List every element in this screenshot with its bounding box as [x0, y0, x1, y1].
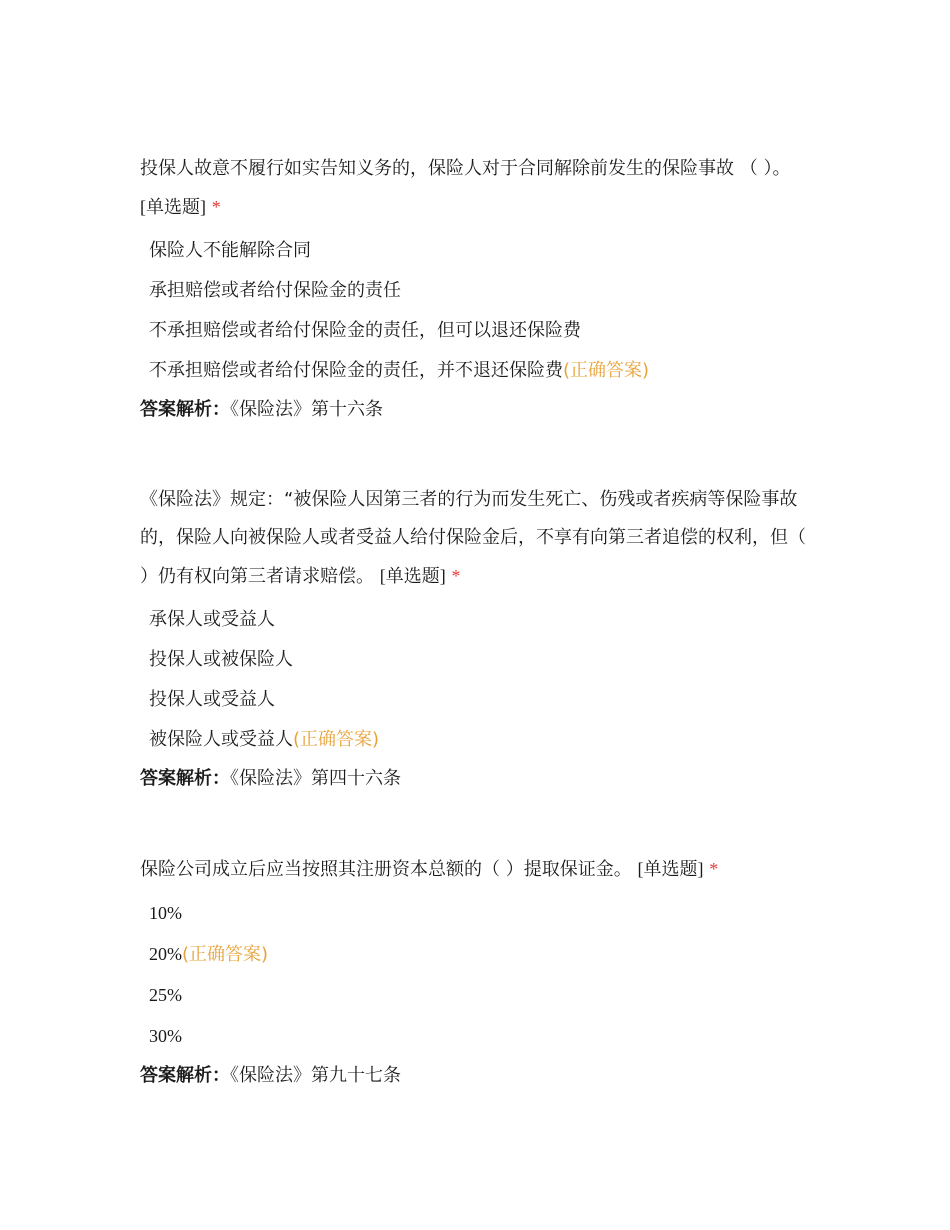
- option-text: 30%: [149, 1026, 182, 1046]
- option-c[interactable]: [140, 311, 810, 351]
- option-a[interactable]: [140, 893, 810, 934]
- option-c[interactable]: [140, 680, 810, 720]
- option-a[interactable]: [140, 231, 810, 271]
- question-type: [单选题]: [140, 197, 206, 217]
- analysis-label: 答案解析：: [140, 399, 230, 420]
- answer-analysis: [140, 760, 810, 798]
- required-marker: *: [451, 566, 461, 586]
- analysis-text: 《保险法》第九十七条: [230, 1065, 401, 1086]
- question-text: 《保险法》规定：“被保险人因第三者的行为而发生死亡、伤残或者疾病等保险事故的，保险人向被保险人或者受益人给付保险金后，不享有向第三者追偿的权利，但（ ）仍有权向第三者请求赔偿。: [140, 489, 842, 587]
- answer-analysis: [140, 391, 810, 429]
- option-text: 承担赔偿或者给付保险金的责任: [149, 280, 401, 301]
- option-text: 投保人或被保险人: [149, 649, 293, 670]
- option-list: [140, 600, 810, 760]
- analysis-label: 答案解析：: [140, 768, 230, 789]
- correct-answer-label: (正确答案): [182, 944, 269, 965]
- option-text: 不承担赔偿或者给付保险金的责任，并不退还保险费: [149, 360, 563, 381]
- question-stem: [140, 150, 810, 227]
- answer-analysis: [140, 1057, 810, 1095]
- question-2: [140, 481, 842, 798]
- question-stem: [140, 481, 842, 596]
- option-list: [140, 231, 810, 391]
- option-b[interactable]: [140, 934, 810, 975]
- required-marker: *: [211, 197, 221, 217]
- question-1: [140, 150, 810, 429]
- option-text: 不承担赔偿或者给付保险金的责任，但可以退还保险费: [149, 320, 581, 341]
- option-text: 投保人或受益人: [149, 689, 275, 710]
- option-text: 被保险人或受益人: [149, 729, 293, 750]
- question-stem: [140, 850, 810, 889]
- option-c[interactable]: [140, 975, 810, 1016]
- question-text: 投保人故意不履行如实告知义务的，保险人对于合同解除前发生的保险事故 （ ）。: [140, 158, 791, 179]
- option-text: 20%: [149, 944, 182, 964]
- analysis-text: 《保险法》第四十六条: [230, 768, 401, 789]
- option-d[interactable]: [140, 1016, 810, 1057]
- analysis-label: 答案解析：: [140, 1065, 230, 1086]
- question-3: [140, 850, 810, 1095]
- option-a[interactable]: [140, 600, 810, 640]
- question-type: [单选题]: [637, 859, 704, 879]
- option-d[interactable]: [140, 351, 810, 391]
- option-b[interactable]: [140, 640, 810, 680]
- option-text: 承保人或受益人: [149, 609, 275, 630]
- option-b[interactable]: [140, 271, 810, 311]
- analysis-text: 《保险法》第十六条: [230, 399, 383, 420]
- option-text: 保险人不能解除合同: [149, 240, 311, 261]
- quiz-document: [140, 150, 842, 1095]
- question-type: [单选题]: [379, 566, 446, 586]
- option-text: 25%: [149, 985, 182, 1005]
- correct-answer-label: (正确答案): [563, 360, 650, 381]
- option-d[interactable]: [140, 720, 810, 760]
- option-list: [140, 893, 810, 1057]
- question-text: 保险公司成立后应当按照其注册资本总额的（ ）提取保证金。: [140, 859, 632, 880]
- required-marker: *: [709, 859, 719, 879]
- correct-answer-label: (正确答案): [293, 729, 380, 750]
- option-text: 10%: [149, 903, 182, 923]
